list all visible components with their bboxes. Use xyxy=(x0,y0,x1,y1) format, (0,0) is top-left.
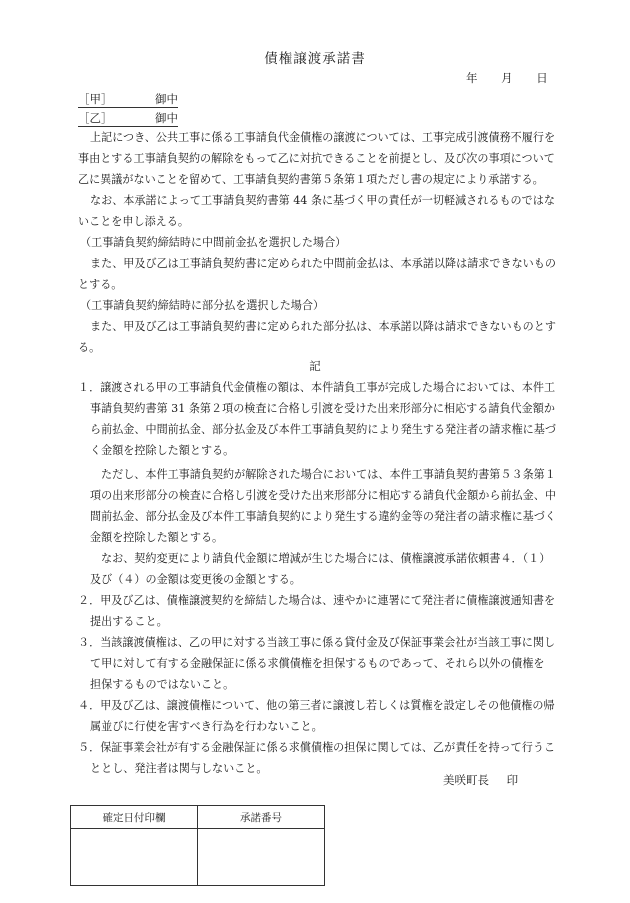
body-line: 乙に異議がないことを留めて、工事請負契約書第５条第１項ただし書の規定により承諾する。 xyxy=(78,173,544,186)
ki-heading: 記 xyxy=(309,359,321,373)
body-line: とする。 xyxy=(78,278,123,291)
item-line: 提出すること。 xyxy=(90,615,168,628)
item-line: 属並びに行使を害すべき行為を行わないこと。 xyxy=(90,720,323,733)
recipient-otsu-suffix: 御中 xyxy=(148,110,178,127)
item-line: ら前払金、中間前払金、部分払金及び本件工事請負契約により発生する発注者の請求権に基づ xyxy=(90,423,556,436)
recipient-otsu xyxy=(78,110,178,127)
body-line: 上記につき、公共工事に係る工事請負代金債権の譲渡については、工事完成引渡債務不履行を xyxy=(90,131,556,144)
stamp-date-header: 確定日付印欄 xyxy=(71,806,198,829)
body-line: なお、本承諾によって工事請負契約書第 44 条に基づく甲の責任が一切軽減されるものではな xyxy=(90,194,555,207)
condition-heading: （工事請負契約締結時に部分払を選択した場合） xyxy=(80,299,325,312)
item-line: く金額を控除した額とする。 xyxy=(90,444,235,457)
item-line: ３．当該譲渡債権は、乙の甲に対する当該工事に係る貸付金及び保証事業会社が当該工事に関し xyxy=(78,636,556,649)
recipient-kou-suffix: 御中 xyxy=(148,91,178,108)
condition-heading: （工事請負契約締結時に中間前金払を選択した場合） xyxy=(80,236,347,249)
body-line: また、甲及び乙は工事請負契約書に定められた中間前金払は、本承諾以降は請求できないもの xyxy=(90,257,556,270)
document-title: 債権譲渡承諾書 xyxy=(264,51,366,67)
item-line: て甲に対して有する金融保証に係る求償債権を担保するものであって、それら以外の債権を xyxy=(90,657,545,670)
item-line: １．譲渡される甲の工事請負代金債権の額は、本件請負工事が完成した場合においては、本件工 xyxy=(78,381,556,394)
item-line: なお、契約変更により請負代金額に増減が生じた場合には、債権譲渡承諾依頼書４．（１） xyxy=(101,552,551,565)
item-line: ５．保証事業会社が有する金融保証に係る求償債権の担保に関しては、乙が責任を持って行うこ xyxy=(78,741,556,754)
approval-number-cell xyxy=(198,829,325,886)
stamp-table xyxy=(70,805,325,886)
body-line: いことを申し添える。 xyxy=(78,215,189,228)
item-line: 間前払金、部分払金及び本件工事請負契約により発生する違約金等の発注者の請求権に基づく xyxy=(90,510,556,523)
item-line: ただし、本件工事請負契約が解除された場合においては、本件工事請負契約書第５３条第１ xyxy=(101,468,556,481)
approval-number-header: 承諾番号 xyxy=(198,806,325,829)
item-line: ２．甲及び乙は、債権譲渡契約を締結した場合は、速やかに連署にて発注者に債権譲渡通知書を xyxy=(78,594,556,607)
item-line: 事請負契約書第 31 条第２項の検査に合格し引渡を受けた出来形部分に相応する請負代金額か xyxy=(90,402,555,415)
item-line: ４．甲及び乙は、譲渡債権について、他の第三者に譲渡し若しくは質権を設定しその他債権の帰 xyxy=(78,699,555,712)
body-line: 事由とする工事請負契約の解除をもって乙に対抗できることを前提とし、及び次の事項について xyxy=(78,152,555,165)
signature-line: 美咲町長 印 xyxy=(443,773,519,787)
item-line: 項の出来形部分の検査に合格し引渡を受けた出来形部分に相応する請負代金額から前払金、中 xyxy=(90,489,556,502)
item-line: 及び（４）の金額は変更後の金額とする。 xyxy=(90,573,301,586)
item-line: ととし、発注者は関与しないこと。 xyxy=(90,762,268,775)
item-line: 金額を控除した額とする。 xyxy=(90,531,224,544)
date-line: 年 月 日 xyxy=(466,71,548,85)
item-line: 担保するものではないこと。 xyxy=(90,678,235,691)
stamp-date-cell xyxy=(71,829,198,886)
body-line: また、甲及び乙は工事請負契約書に定められた部分払は、本承諾以降は請求できないものとす xyxy=(90,320,556,333)
recipient-otsu-label: ［乙］ xyxy=(78,110,148,127)
recipient-kou-label: ［甲］ xyxy=(78,91,148,108)
body-line: る。 xyxy=(78,341,101,354)
recipient-kou xyxy=(78,91,178,108)
